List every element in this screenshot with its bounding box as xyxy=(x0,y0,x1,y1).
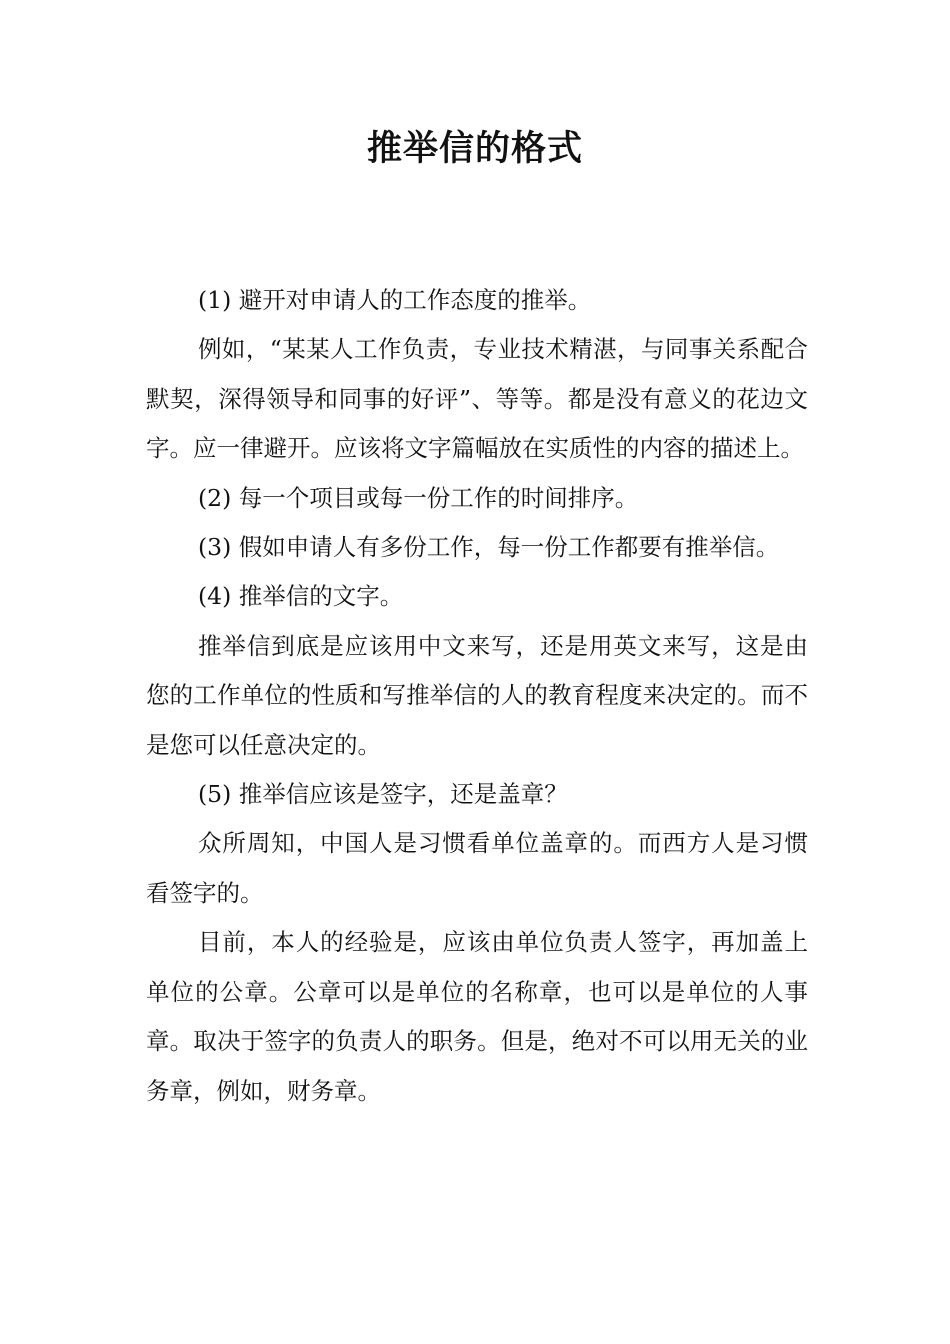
paragraph-item-4: (4) 推举信的文字。 xyxy=(198,582,404,611)
paragraph-item-1: (1) 避开对申请人的工作态度的推举。 xyxy=(198,286,592,314)
paragraph-item-2: (2) 每一个项目或每一份工作的时间排序。 xyxy=(198,483,639,512)
document-title: 推举信的格式 xyxy=(366,129,583,169)
paragraph-language: 推举信到底是应该用中文来写，还是用英文来写，这是由您的工作单位的性质和写推举信的人的教育程度来决定的。而不是您可以任意决定的。 xyxy=(146,631,808,759)
paragraph-experience: 目前，本人的经验是，应该由单位负责人签字，再加盖上单位的公章。公章可以是单位的名称章，也可以是单位的人事章。取决于签字的负责人的职务。但是，绝对不可以用无关的业务章，例如，财务章。 xyxy=(146,928,808,1105)
paragraph-item-3: (3) 假如申请人有多份工作，每一份工作都要有推举信。 xyxy=(198,533,780,562)
paragraph-item-5: (5) 推举信应该是签字，还是盖章？ xyxy=(198,780,568,809)
document-body xyxy=(146,276,808,1116)
paragraph-custom: 众所周知，中国人是习惯看单位盖章的。而西方人是习惯看签字的。 xyxy=(146,829,808,907)
paragraph-example: 例如，“某某人工作负责，专业技术精湛，与同事关系配合默契，深得领导和同事的好评”、等等。都是没有意义的花边文字。应一律避开。应该将文字篇幅放在实质性的内容的描述上。 xyxy=(146,335,808,463)
